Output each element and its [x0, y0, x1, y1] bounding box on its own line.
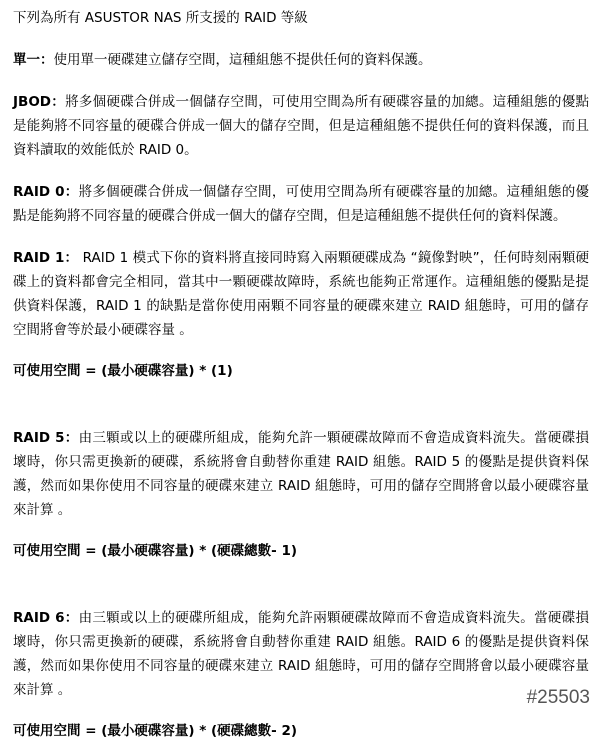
raid-6-paragraph	[13, 606, 589, 702]
raid-6-description: 由三顆或以上的硬碟所組成，能夠允許兩顆硬碟故障而不會造成資料流失。當硬碟損壞時，你只需更換新的硬碟，系統將會自動替你重建 RAID 組態。RAID 6 的優點是提供資料保護，然而如果你使用不同容量的硬碟來建立 RAID 組態時，可用的儲存空間將會以最小硬碟容量來計算 。	[13, 610, 589, 698]
raid-jbod-term: JBOD：	[13, 94, 66, 110]
raid-6-term: RAID 6：	[13, 610, 79, 626]
raid-single-paragraph	[13, 48, 589, 72]
raid-1-term: RAID 1：	[13, 250, 79, 266]
raid-1-paragraph	[13, 246, 589, 342]
reference-number: #25503	[526, 687, 590, 708]
raid-single-description: 使用單一硬碟建立儲存空間，這種組態不提供任何的資料保護。	[53, 52, 432, 68]
raid-5-paragraph	[13, 426, 589, 522]
raid-0-description: 將多個硬碟合併成一個儲存空間，可使用空間為所有硬碟容量的加總。這種組態的優點是能夠將不同容量的硬碟合併成一個大的儲存空間，但是這種組態不提供任何的資料保護。	[13, 184, 589, 224]
raid-6-formula: 可使用空間 = (最小硬碟容量) * (硬碟總數- 2)	[13, 723, 298, 739]
raid-5-term: RAID 5：	[13, 430, 79, 446]
raid-1-description: RAID 1 模式下你的資料將直接同時寫入兩顆硬碟成為 “鏡像對映”，任何時刻兩顆硬碟上的資料都會完全相同，當其中一顆硬碟故障時，系統也能夠正常運作。這種組態的優點是提供資料保護，RAID 1 的缺點是當你使用兩顆不同容量的硬碟來建立 RAID 組態時，可用的儲存空間將會等於最小硬碟容量 。	[13, 250, 589, 338]
intro-line: 下列為所有 ASUSTOR NAS 所支援的 RAID 等級	[13, 10, 308, 26]
raid-jbod-description: 將多個硬碟合併成一個儲存空間，可使用空間為所有硬碟容量的加總。這種組態的優點是能夠將不同容量的硬碟合併成一個大的儲存空間，但是這種組態不提供任何的資料保護，而且資料讀取的效能低於 RAID 0。	[13, 94, 590, 158]
raid-levels-document	[13, 8, 589, 742]
raid-1-formula: 可使用空間 = (最小硬碟容量) * (1)	[13, 363, 233, 379]
raid-5-description: 由三顆或以上的硬碟所組成，能夠允許一顆硬碟故障而不會造成資料流失。當硬碟損壞時，你只需更換新的硬碟，系統將會自動替你重建 RAID 組態。RAID 5 的優點是提供資料保護，然而如果你使用不同容量的硬碟來建立 RAID 組態時，可用的儲存空間將會以最小硬碟容量來計算 。	[13, 430, 589, 518]
raid-jbod-paragraph	[13, 90, 589, 162]
raid-0-term: RAID 0：	[13, 184, 79, 200]
raid-single-term: 單一：	[13, 52, 54, 68]
raid-0-paragraph	[13, 180, 589, 228]
raid-5-formula: 可使用空間 = (最小硬碟容量) * (硬碟總數- 1)	[13, 543, 298, 559]
